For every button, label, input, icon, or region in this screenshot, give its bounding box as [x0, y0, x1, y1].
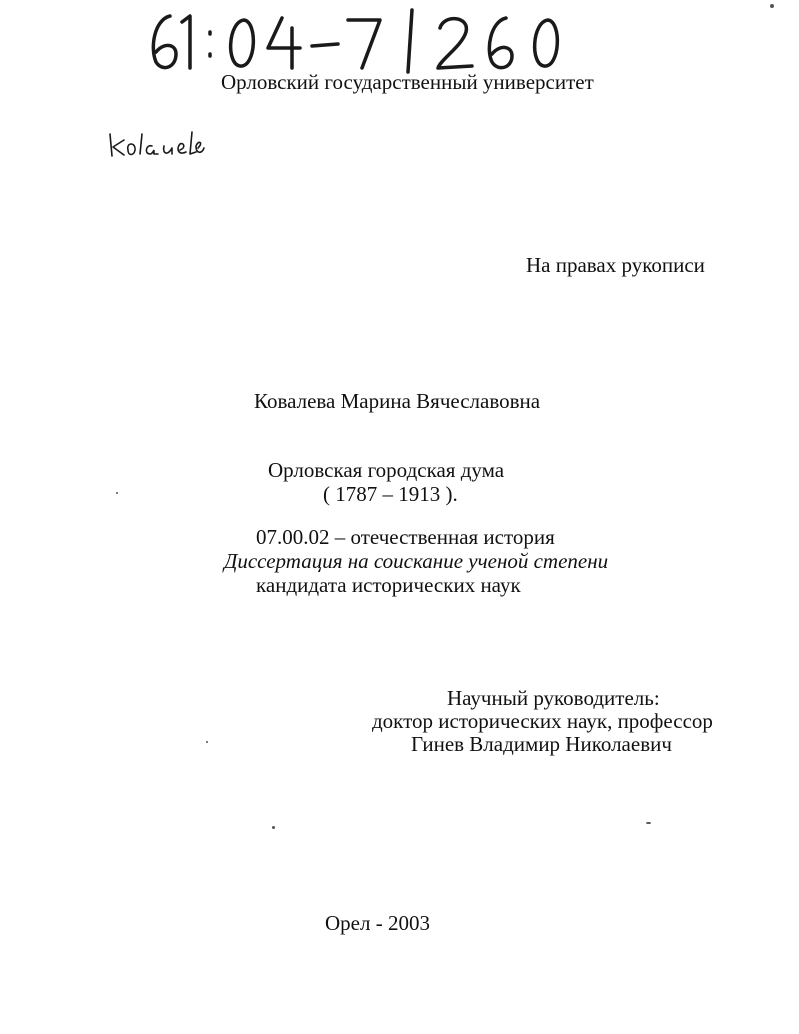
author-name: Ковалева Марина Вячеславовна: [254, 389, 541, 413]
advisor-label: Научный руководитель:: [447, 686, 660, 710]
thesis-title-years: ( 1787 – 1913 ).: [323, 482, 458, 506]
degree-line-1: Диссертация на соискание ученой степени: [224, 549, 609, 573]
scan-speck: [206, 741, 208, 743]
manuscript-rights-note: На правах рукописи: [526, 253, 705, 277]
advisor-name: Гинев Владимир Николаевич: [411, 732, 672, 756]
specialty-code: 07.00.02 – отечественная история: [256, 525, 555, 549]
scan-speck: [770, 4, 774, 8]
scan-speck: [272, 826, 275, 829]
advisor-credentials: доктор исторических наук, профессор: [372, 709, 713, 733]
handwritten-signature: [106, 128, 206, 162]
handwritten-shelf-mark: [140, 8, 580, 74]
scan-speck: [116, 492, 118, 494]
thesis-title-line1: Орловская городская дума: [268, 458, 505, 482]
place-and-year: Орел - 2003: [325, 911, 430, 935]
university-name: Орловский государственный университет: [221, 70, 594, 94]
scan-speck: [646, 822, 651, 824]
shelf-mark-text: 61: 04-7/260: [140, 8, 146, 9]
degree-line-2: кандидата исторических наук: [256, 573, 521, 597]
